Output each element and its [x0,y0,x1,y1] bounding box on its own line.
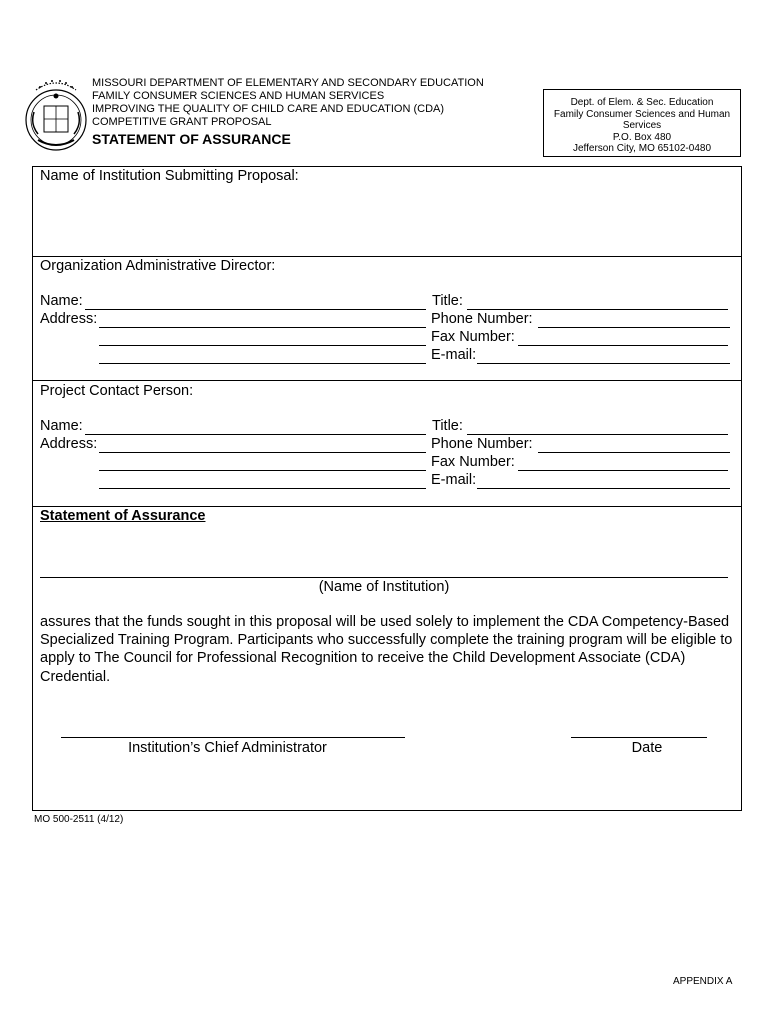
director-address-field-line3[interactable] [99,363,426,364]
date-caption: Date [631,740,663,756]
director-address-field[interactable] [99,327,426,328]
contact-email-field[interactable] [477,488,730,489]
contact-address-field-line2[interactable] [99,470,426,471]
address-line: Dept. of Elem. & Sec. Education [570,97,714,108]
institution-name-label: Name of Institution Submitting Proposal: [40,168,299,184]
page-title: STATEMENT OF ASSURANCE [92,131,291,147]
header-line-grant: COMPETITIVE GRANT PROPOSAL [92,116,272,128]
contact-address-field[interactable] [99,452,426,453]
header-line-program: IMPROVING THE QUALITY OF CHILD CARE AND EDUCATION (CDA) [92,103,445,115]
assurance-paragraph: assures that the funds sought in this proposal will be used solely to implement the CDA Competency-Based Specialized Training Program. Participants who successfully complete the training program will be eligible to apply to The Council for Professional Recognition to receive the Child Development Associate (CDA) Credential. [40,614,733,685]
header-line-division: FAMILY CONSUMER SCIENCES AND HUMAN SERVICES [92,90,385,102]
director-phone-label: Phone Number: [431,311,533,327]
section-divider [32,256,742,257]
institution-name-caption: (Name of Institution) [318,579,450,595]
contact-phone-field[interactable] [538,452,730,453]
contact-email-label: E-mail: [431,472,477,488]
director-address-field-line2[interactable] [99,345,426,346]
address-line: Family Consumer Sciences and Human [553,108,731,120]
director-title-field[interactable] [467,309,728,310]
director-address-label: Address: [40,311,98,327]
signature-caption: Institution’s Chief Administrator [128,740,327,756]
address-line: Jefferson City, MO 65102-0480 [572,143,712,154]
director-heading: Organization Administrative Director: [40,258,276,274]
mailing-address-box [543,89,741,157]
director-email-label: E-mail: [431,347,477,363]
form-number: MO 500-2511 (4/12) [34,814,124,825]
header-line-department: MISSOURI DEPARTMENT OF ELEMENTARY AND SECONDARY EDUCATION [92,77,484,89]
contact-address-field-line3[interactable] [99,488,426,489]
director-email-field[interactable] [477,363,730,364]
contact-heading: Project Contact Person: [40,383,194,399]
contact-phone-label: Phone Number: [431,436,533,452]
contact-fax-label: Fax Number: [431,454,515,470]
director-name-field[interactable] [85,309,426,310]
institution-name-line[interactable] [40,577,728,578]
director-phone-field[interactable] [538,327,730,328]
address-line: Services [622,120,662,131]
director-name-label: Name: [40,293,83,309]
contact-name-field[interactable] [85,434,426,435]
director-title-label: Title: [432,293,463,309]
date-line[interactable] [571,737,707,738]
appendix-label: APPENDIX A [673,976,733,987]
contact-name-label: Name: [40,418,83,434]
assurance-heading: Statement of Assurance [40,508,206,524]
contact-title-field[interactable] [467,434,728,435]
section-divider [32,380,742,381]
contact-fax-field[interactable] [518,470,728,471]
director-fax-label: Fax Number: [431,329,515,345]
signature-line[interactable] [61,737,405,738]
missouri-state-seal-icon [20,76,92,154]
address-line: P.O. Box 480 [612,131,672,143]
section-divider [32,506,742,507]
contact-title-label: Title: [432,418,463,434]
director-fax-field[interactable] [518,345,728,346]
contact-address-label: Address: [40,436,98,452]
